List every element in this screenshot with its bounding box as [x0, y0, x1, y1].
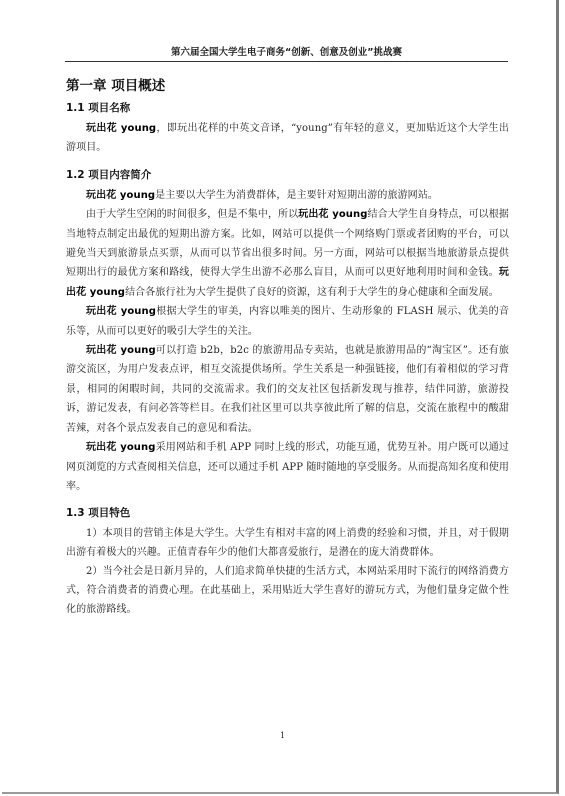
document-body: [66, 74, 509, 619]
brand-name: 玩出花 young: [86, 123, 157, 134]
page-number: 1: [279, 731, 286, 740]
paragraph-intro-3: [66, 302, 509, 341]
brand-name: 玩出花 young: [86, 189, 156, 201]
paragraph-text: 是主要以大学生为消费群体，是主要针对短期出游的旅游网站。: [155, 189, 438, 201]
section-title-1-2: 1.2 项目内容简介: [66, 168, 152, 181]
section-title-1-1: 1.1 项目名称: [66, 102, 131, 114]
paragraph-intro-1: [66, 186, 509, 205]
paragraph-text: ，即玩出花样的中英文音译，“young”有年轻的意义，更加贴近这个大学生出游项目。: [66, 123, 509, 154]
running-header: 第六届全国大学生电子商务“创新、创意及创业”挑战赛: [65, 44, 508, 62]
paragraph-text: 可以打造 b2b，b2c 的旅游用品专卖站，也就是旅游用品的“淘宝区”。还有旅游交流区，为用户发表点评，相互交流提供场所。学生关系是一种强链接，他们有着相似的学习背景，相同的闲暇时间，共同的交流需求。我们的交友社区包括新发现与推荐，结伴同游，旅游投诉，游记发表，有问必答等栏目。在我们社区里可以共享彼此所了解的信息，交流在旅程中的酸甜苦辣，对各个景点发表自己的意见和看法。: [66, 345, 509, 434]
paragraph-intro-2: [66, 205, 509, 302]
paragraph-intro-5: [66, 438, 509, 496]
brand-name: 玩出花 young: [86, 442, 156, 454]
brand-name: 玩出花 young: [86, 306, 156, 318]
paragraph-text: 采用网站和手机 APP 同时上线的形式，功能互通，优势互补。用户既可以通过网页浏览的方式查阅相关信息，还可以通过手机 APP 随时随地的享受服务。从而提高知名度和使用率。: [66, 442, 509, 492]
brand-name: 玩出花 young: [86, 345, 156, 357]
brand-name: 玩出花 young: [66, 267, 509, 298]
paragraph-text: 结合大学生自身特点，可以根据当地特点制定出最优的短期出游方案。比如，网站可以提供一个网络购门票或者团购的平台，可以避免当天到旅游景点买票，从而可以节省出很多时间。另一方面，网站可以根据当地旅游景点提供短期出行的最优方案和路线，使得大学生出游不必那么盲目，从而可以更好地利用时间和金钱。: [66, 209, 509, 279]
paragraph-feature-2: 2）当今社会是日新月异的，人们追求简单快捷的生活方式，本网站采用时下流行的网络消费方式，符合消费者的消费心理。在此基础上，采用贴近大学生喜好的游玩方式，为他们量身定做个性化的旅游路线。: [66, 566, 509, 616]
brand-name: 玩出花 young: [298, 209, 368, 221]
paragraph-text: 根据大学生的审美，内容以唯美的图片、生动形象的 FLASH 展示、优美的音乐等，从而可以更好的吸引大学生的关注。: [66, 306, 509, 337]
paragraph-intro-4: [66, 341, 509, 438]
section-title-1-3: 1.3 项目特色: [66, 507, 131, 520]
paragraph-text: 由于大学生空闲的时间很多，但是不集中，所以: [86, 209, 299, 221]
paragraph-project-name: [66, 119, 509, 158]
chapter-title: 第一章 项目概述: [66, 78, 166, 94]
paragraph-feature-1: 1）本项目的营销主体是大学生。大学生有相对丰富的网上消费的经验和习惯，并且，对于假期出游有着极大的兴趣。正值青春年少的他们大都喜爱旅行，是潜在的庞大消费群体。: [66, 528, 509, 559]
paragraph-text: 结合各旅行社为大学生提供了良好的资源，这有利于大学生的身心健康和全面发展。: [125, 286, 499, 298]
